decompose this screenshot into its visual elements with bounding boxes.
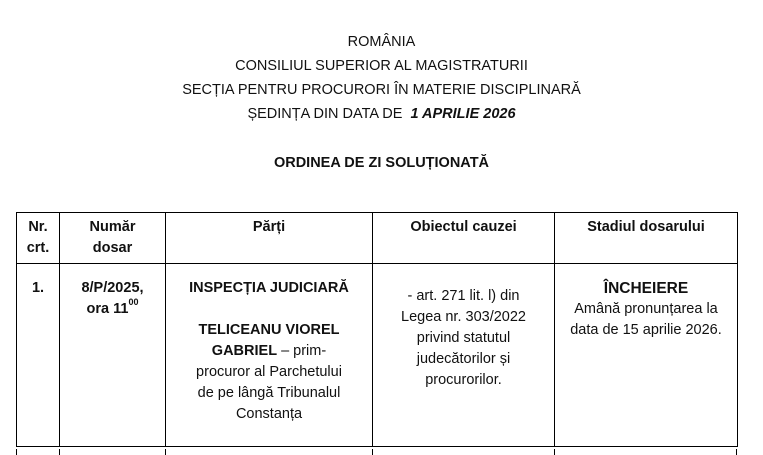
table-continuation-line (372, 449, 373, 455)
table-continuation-line (165, 449, 166, 455)
dosar-time-hour: ora 11 (86, 301, 129, 317)
cell-parti (166, 264, 373, 447)
table-continuation-line (736, 449, 737, 455)
obiect-line3: privind statutul (416, 330, 511, 346)
plaintiff-name: INSPECȚIA JUDICIARĂ (189, 280, 349, 296)
header-council: CONSILIUL SUPERIOR AL MAGISTRATURII (235, 58, 528, 74)
meeting-date: 1 APRILIE 2026 (410, 106, 516, 122)
table-continuation-line (16, 449, 17, 455)
header-meeting (0, 105, 763, 123)
defendant-name-line1: TELICEANU VIOREL (198, 322, 340, 338)
table-continuation-line (554, 449, 555, 455)
header-country: ROMÂNIA (347, 34, 416, 50)
column-header-stadiu: Stadiul dosarului (555, 213, 738, 264)
column-header-parti: Părți (166, 213, 373, 264)
cell-nr: 1. (17, 264, 60, 447)
column-header-nr-line1: Nr. (28, 219, 48, 235)
defendant-name-line2 (166, 341, 372, 362)
header-section: SECȚIA PENTRU PROCURORI ÎN MATERIE DISCIPLINARĂ (182, 82, 581, 98)
column-header-dosar-line2: dosar (92, 240, 133, 256)
obiect-line1: - art. 271 lit. l) din (407, 288, 520, 304)
document-title: ORDINEA DE ZI SOLUȚIONATĂ (273, 155, 490, 171)
column-header-nr-line2: crt. (26, 240, 50, 256)
cell-dosar (60, 264, 166, 447)
obiect-line4: judecătorilor și (416, 351, 511, 367)
dosar-number: 8/P/2025, (81, 280, 144, 296)
defendant-role-line3: de pe lângă Tribunalul (197, 385, 341, 401)
column-header-dosar (60, 213, 166, 264)
defendant-name-part: GABRIEL (211, 343, 278, 359)
stadiu-line1: Amână pronunțarea la (574, 301, 718, 317)
defendant-role-line4: Constanța (235, 406, 303, 422)
table-row (17, 264, 738, 447)
obiect-line5: procurorilor. (425, 372, 502, 388)
agenda-table (16, 212, 738, 447)
cell-obiect (373, 264, 555, 447)
stadiu-line2: data de 15 aprilie 2026. (570, 322, 722, 338)
defendant-role-line2: procuror al Parchetului (196, 364, 342, 380)
column-header-nr (17, 213, 60, 264)
table-header-row (17, 213, 738, 264)
obiect-line2: Legea nr. 303/2022 (401, 309, 526, 325)
meeting-prefix: ȘEDINȚA DIN DATA DE (247, 106, 403, 122)
column-header-obiect: Obiectul cauzei (373, 213, 555, 264)
cell-stadiu (555, 264, 738, 447)
column-header-dosar-line1: Număr (89, 219, 136, 235)
dosar-time-minutes: 00 (128, 297, 139, 308)
dosar-time (60, 299, 165, 320)
defendant-role-part: – prim- (277, 343, 327, 359)
table-continuation-line (59, 449, 60, 455)
stadiu-title: ÎNCHEIERE (603, 280, 689, 297)
